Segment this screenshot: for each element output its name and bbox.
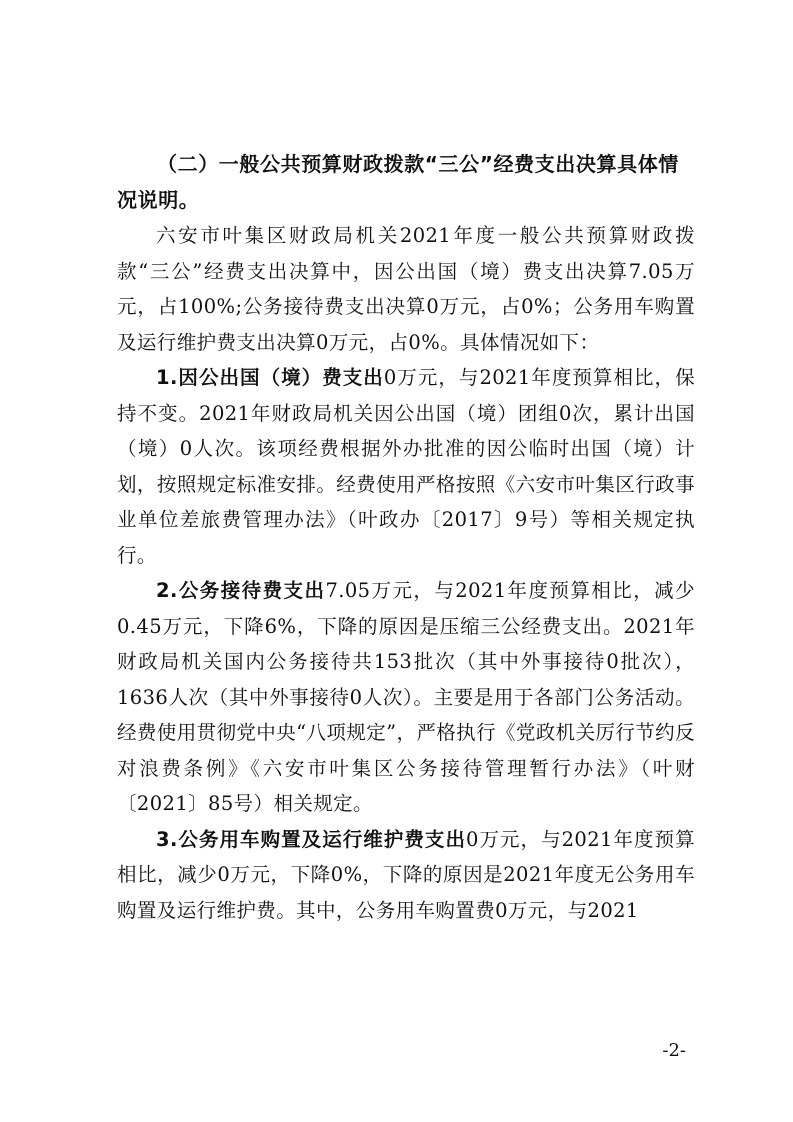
item-lead-travel: 1.因公出国（境）费支出 [156,366,384,389]
page-number: -2- [662,1040,686,1061]
item-paragraph-travel [117,360,695,573]
intro-paragraph: 六安市叶集区财政局机关2021年度一般公共预算财政拨款“三公”经费支出决算中，因公出国（境）费支出决算7.05万元，占100%;公务接待费支出决算0万元，占0%；公务用车购置及运行维护费支出决算0万元，占0%。具体情况如下： [117,224,695,354]
item-paragraph-reception [117,573,695,822]
item-body-travel: 0万元，与2021年度预算相比，保持不变。2021年财政局机关因公出国（境）团组0次，累计出国（境）0人次。该项经费根据外办批准的因公临时出国（境）计划，按照规定标准安排。经费使用严格按照《六安市叶集区行政事业单位差旅费管理办法》（叶政办〔2017〕9号）等相关规定执行。 [117,366,695,567]
item-lead-reception: 2.公务接待费支出 [156,579,326,602]
document-body [117,147,695,928]
item-body-reception: 7.05万元，与2021年度预算相比，减少0.45万元，下降6%，下降的原因是压缩三公经费支出。2021年财政局机关国内公务接待共153批次（其中外事接待0批次），1636人次（其中外事接待0人次）。主要是用于各部门公务活动。经费使用贯彻党中央“八项规定”，严格执行《党政机关厉行节约反对浪费条例》《六安市叶集区公务接待管理暂行办法》（叶财〔2021〕85号）相关规定。 [117,579,695,815]
item-paragraph-vehicle [117,822,695,929]
item-lead-vehicle: 3.公务用车购置及运行维护费支出 [156,827,466,851]
item-body-vehicle: 0万元，与2021年度预算相比，减少0万元，下降0%，下降的原因是2021年度无公务用车购置及运行维护费。其中，公务用车购置费0万元，与2021 [117,827,695,922]
section-heading: （二）一般公共预算财政拨款“三公”经费支出决算具体情况说明。 [117,152,679,212]
